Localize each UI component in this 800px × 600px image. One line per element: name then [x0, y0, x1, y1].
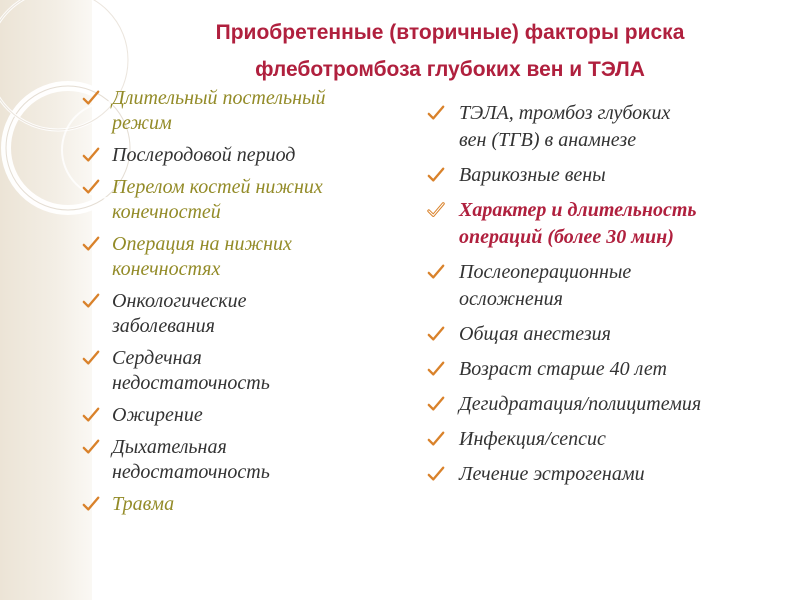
list-item — [425, 321, 797, 348]
checkmark-icon — [82, 146, 100, 164]
list-item-text: Возраст старше 40 лет — [459, 358, 667, 380]
list-item-text: недостаточность — [112, 461, 270, 483]
list-item — [80, 143, 410, 168]
list-item-text: вен (ТГВ) в анамнезе — [459, 129, 637, 151]
list-item-text: Операция на нижних — [112, 233, 292, 255]
list-item-text: конечностей — [112, 201, 221, 223]
list-item — [425, 100, 797, 154]
checkmark-icon — [427, 360, 445, 378]
list-item-text: Ожирение — [112, 404, 203, 426]
slide-title — [150, 14, 750, 88]
list-item-text: осложнения — [459, 288, 563, 310]
left-risk-factor-list — [80, 86, 410, 524]
checkmark-icon — [427, 263, 445, 281]
list-item-text: недостаточность — [112, 372, 270, 394]
list-item — [80, 232, 410, 282]
list-item — [425, 461, 797, 488]
checkmark-icon — [82, 89, 100, 107]
list-item — [80, 403, 410, 428]
list-item — [80, 346, 410, 396]
list-item — [425, 259, 797, 313]
list-item-text: Сердечная — [112, 347, 202, 369]
checkmark-icon — [82, 178, 100, 196]
checkmark-icon — [82, 495, 100, 513]
list-item-text: Послеродовой период — [112, 144, 296, 166]
list-item-text: Общая анестезия — [459, 323, 611, 345]
checkmark-icon — [82, 292, 100, 310]
list-item-text: Послеоперационные — [459, 261, 632, 283]
list-item-text: Инфекция/сепсис — [459, 428, 606, 450]
checkmark-icon — [427, 395, 445, 413]
list-item-text: Характер и длительность — [459, 199, 697, 221]
list-item-text: операций (более 30 мин) — [459, 226, 674, 248]
list-item-text: Онкологические — [112, 290, 247, 312]
list-item — [425, 391, 797, 418]
slide-title-line-1: Приобретенные (вторичные) факторы риска — [215, 21, 685, 44]
checkmark-icon — [82, 349, 100, 367]
list-item-text: Длительный постельный — [112, 87, 326, 109]
list-item-text: конечностях — [112, 258, 221, 280]
slide-title-line-2: флеботромбоза глубоких вен и ТЭЛА — [255, 58, 645, 81]
list-item-text: режим — [112, 112, 172, 134]
checkmark-icon — [427, 430, 445, 448]
checkmark-icon — [82, 438, 100, 456]
list-item — [80, 289, 410, 339]
list-item — [425, 356, 797, 383]
list-item-highlighted — [425, 197, 797, 251]
list-item-text: Дегидратация/полицитемия — [459, 393, 702, 415]
list-item — [80, 175, 410, 225]
list-item-text: заболевания — [112, 315, 215, 337]
right-risk-factor-list — [425, 100, 797, 496]
list-item-text: Травма — [112, 493, 175, 515]
checkmark-icon — [82, 235, 100, 253]
list-item — [80, 435, 410, 485]
list-item-text: ТЭЛА, тромбоз глубоких — [459, 102, 671, 124]
list-item-text: Перелом костей нижних — [112, 176, 323, 198]
list-item — [80, 492, 410, 517]
list-item — [425, 426, 797, 453]
checkmark-icon — [427, 104, 445, 122]
list-item-text: Лечение эстрогенами — [459, 463, 645, 485]
list-item-text: Дыхательная — [112, 436, 227, 458]
checkmark-outline-icon — [427, 201, 445, 219]
list-item — [425, 162, 797, 189]
checkmark-icon — [427, 325, 445, 343]
checkmark-icon — [427, 465, 445, 483]
checkmark-icon — [427, 166, 445, 184]
list-item-text: Варикозные вены — [459, 164, 606, 186]
list-item — [80, 86, 410, 136]
checkmark-icon — [82, 406, 100, 424]
